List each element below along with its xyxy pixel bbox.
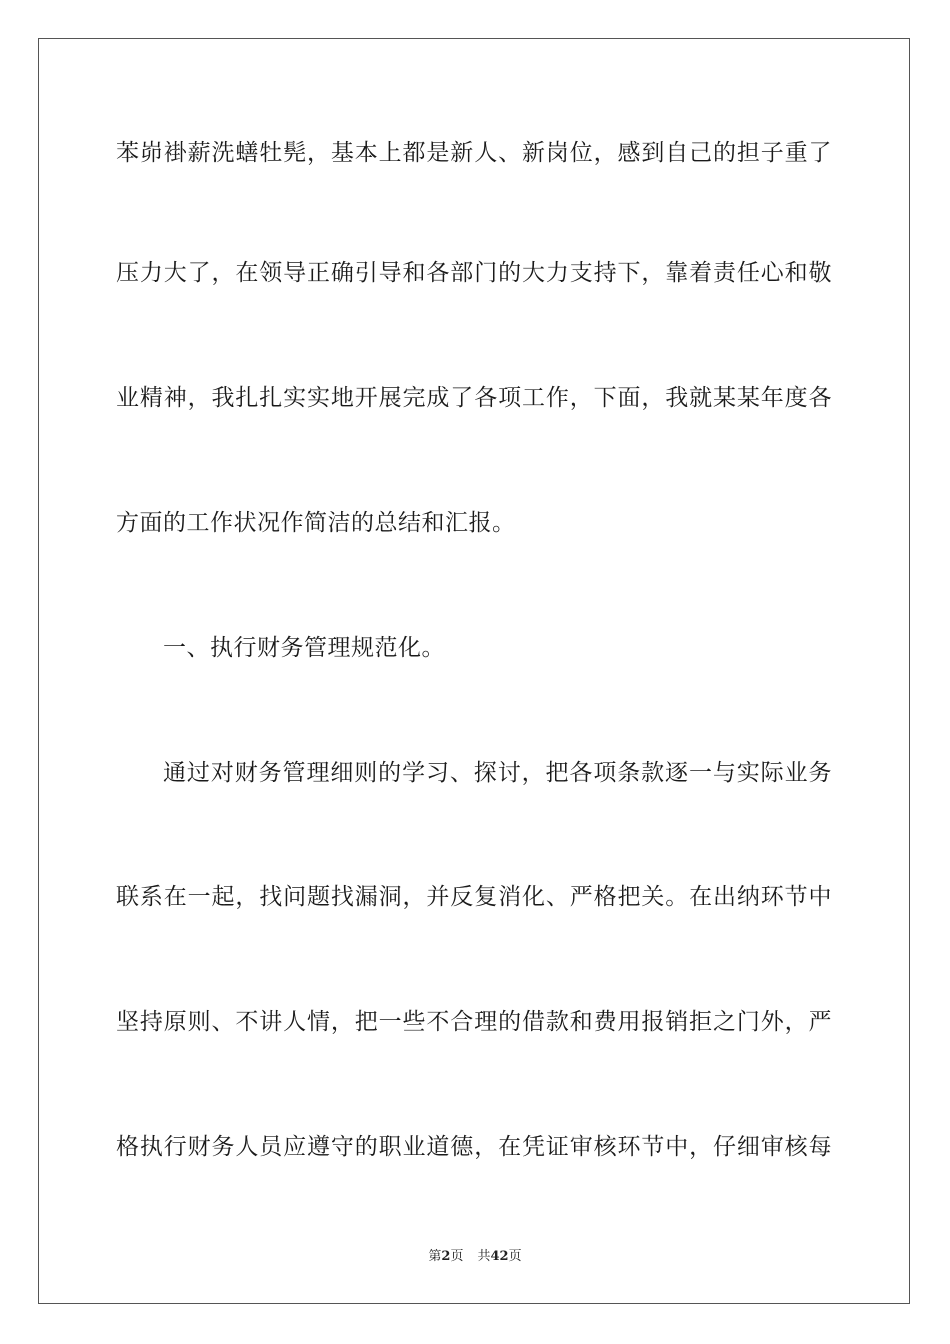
- body-line-6: 联系在一起，找问题找漏洞，并反复消化、严格把关。在出纳环节中: [116, 884, 832, 910]
- body-line-4: 方面的工作状况作简洁的总结和汇报。: [116, 510, 516, 536]
- body-line-1: 苯峁褂薪洗蟮牡髡，基本上都是新人、新岗位，感到自己的担子重了: [116, 140, 832, 166]
- body-line-8: 格执行财务人员应遵守的职业道德，在凭证审核环节中，仔细审核每: [116, 1134, 832, 1160]
- footer-page-number: 2: [441, 1249, 451, 1264]
- body-line-2: 压力大了，在领导正确引导和各部门的大力支持下，靠着责任心和敬: [116, 260, 832, 286]
- section-heading: 一、执行财务管理规范化。: [163, 635, 445, 661]
- footer-total-suffix: 页: [508, 1249, 522, 1264]
- footer-total-pages: 42: [490, 1249, 509, 1264]
- body-line-3: 业精神，我扎扎实实地开展完成了各项工作，下面，我就某某年度各: [116, 385, 832, 411]
- footer-page-prefix: 第: [428, 1249, 442, 1264]
- page-frame: [38, 38, 910, 1304]
- body-line-7: 坚持原则、不讲人情，把一些不合理的借款和费用报销拒之门外，严: [116, 1009, 832, 1035]
- footer-total-prefix: 共: [477, 1249, 491, 1264]
- footer-page-suffix: 页: [450, 1249, 464, 1264]
- body-line-5: 通过对财务管理细则的学习、探讨，把各项条款逐一与实际业务: [163, 760, 832, 786]
- page-footer: [0, 1245, 950, 1264]
